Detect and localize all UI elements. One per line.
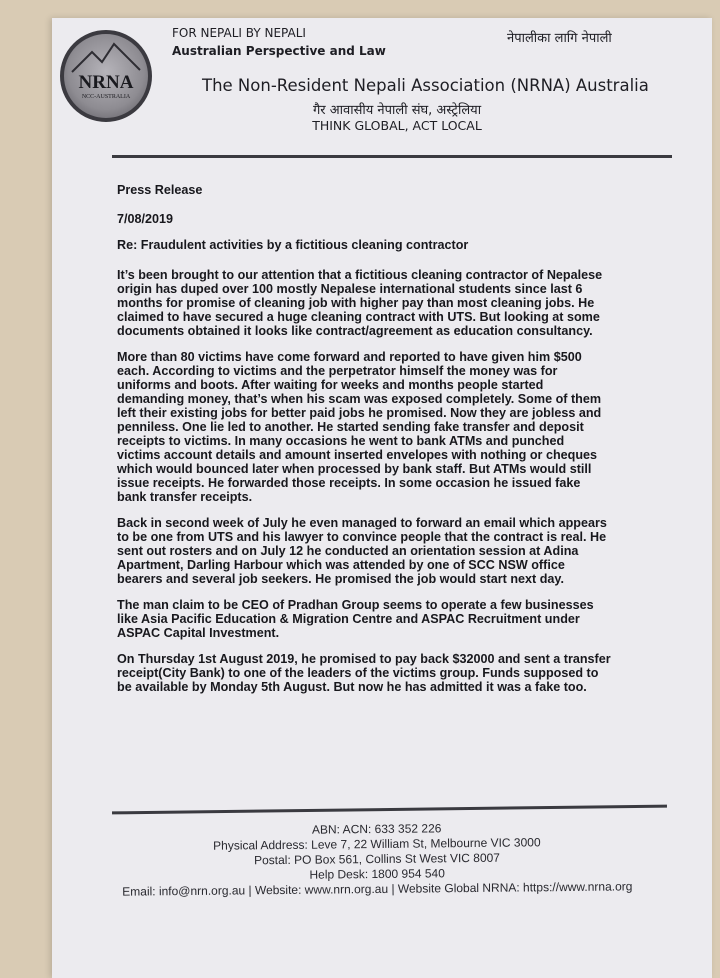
org-name-nepali: गैर आवासीय नेपाली संघ, अस्ट्रेलिया — [312, 103, 482, 118]
release-subject: Re: Fraudulent activities by a fictitious cleaning contractor — [117, 238, 469, 252]
footer-postal: Postal: PO Box 561, Collins St West VIC 8007 — [253, 850, 501, 868]
footer — [112, 819, 643, 900]
mountain-icon — [70, 42, 142, 76]
body-paragraph — [117, 598, 637, 640]
paragraph-line: issue receipts. He forwarded those receipts. In some occasion he issued fake — [117, 476, 581, 490]
footer-help-desk: Help Desk: 1800 954 540 — [309, 866, 445, 882]
body-paragraph — [117, 516, 637, 586]
paragraph-line: which would bounced later when processed by bank staff. But ATMs would still — [117, 462, 592, 476]
paragraph-line: months for promise of cleaning job with higher pay than most cleaning jobs. He — [117, 296, 595, 310]
paragraph-line: ASPAC Capital Investment. — [117, 626, 280, 640]
paragraph-line: victims account details and amount inserted envelopes with nothing or cheques — [117, 448, 598, 462]
footer-contacts: Email: info@nrn.org.au | Website: www.nrn.org.au | Website Global NRNA: https://www.nrna.org — [122, 879, 633, 899]
release-type: Press Release — [117, 183, 203, 197]
tagline-nepali: नेपालीका लागि नेपाली — [507, 31, 612, 46]
paragraph-line: It’s been brought to our attention that a fictitious cleaning contractor of Nepalese — [117, 268, 603, 282]
body-paragraph — [117, 652, 637, 694]
paragraph-line: Apartment, Darling Harbour which was attended by one of SCC NSW office — [117, 558, 565, 572]
paragraph-line: each. According to victims and the perpetrator himself the money was for — [117, 364, 558, 378]
body-paragraph — [117, 268, 637, 338]
paragraph-line: uniforms and boots. After waiting for weeks and months people started — [117, 378, 544, 392]
paragraph-line: On Thursday 1st August 2019, he promised to pay back $32000 and sent a transfer — [117, 652, 611, 666]
logo-subtext: NCC-AUSTRALIA — [81, 94, 131, 100]
header-divider — [112, 155, 672, 158]
tagline-1: FOR NEPALI BY NEPALI — [172, 26, 306, 40]
paragraph-line: More than 80 victims have come forward and reported to have given him $500 — [117, 350, 582, 364]
motto: THINK GLOBAL, ACT LOCAL — [312, 118, 482, 133]
footer-divider — [112, 805, 667, 815]
footer-abn: ABN: ACN: 633 352 226 — [311, 821, 442, 837]
paragraph-line: demanding money, that’s when his scam was exposed completely. Some of them — [117, 392, 602, 406]
paragraph-line: The man claim to be CEO of Pradhan Group seems to operate a few businesses — [117, 598, 594, 612]
logo-text: NRNA — [78, 72, 134, 93]
paragraph-line: penniless. One lie led to another. He started sending fake transfer and deposit — [117, 420, 584, 434]
footer-physical-address: Physical Address: Leve 7, 22 William St, Melbourne VIC 3000 — [213, 835, 541, 853]
paragraph-line: origin has duped over 100 mostly Nepalese international students since last 6 — [117, 282, 583, 296]
release-date: 7/08/2019 — [117, 212, 174, 226]
paragraph-line: to be one from UTS and his lawyer to convince people that the contract is real. He — [117, 530, 607, 544]
paragraph-line: claimed to have secured a huge cleaning contract with UTS. But looking at some — [117, 310, 600, 324]
paragraph-line: like Asia Pacific Education & Migration Centre and ASPAC Recruitment under — [117, 612, 580, 626]
paragraph-line: sent out rosters and on July 12 he conducted an orientation session at Adina — [117, 544, 579, 558]
paragraph-line: bearers and several job seekers. He promised the job would start next day. — [117, 572, 565, 586]
paragraph-line: bank transfer receipts. — [117, 490, 253, 504]
paragraph-line: receipts to victims. In many occasions he went to bank ATMs and punched — [117, 434, 565, 448]
release-body — [117, 268, 637, 706]
paragraph-line: be available by Monday 5th August. But now he has admitted it was a fake too. — [117, 680, 587, 694]
org-name: The Non-Resident Nepali Association (NRNA) Australia — [202, 76, 649, 95]
paragraph-line: left their existing jobs for better paid jobs he promised. Now they are jobless and — [117, 406, 602, 420]
paragraph-line: receipt(City Bank) to one of the leaders of the victims group. Funds supposed to — [117, 666, 599, 680]
paragraph-line: documents obtained it looks like contract/agreement as education consultancy. — [117, 324, 593, 338]
body-paragraph — [117, 350, 637, 504]
press-release-page — [52, 18, 712, 978]
tagline-2: Australian Perspective and Law — [172, 44, 386, 58]
paragraph-line: Back in second week of July he even managed to forward an email which appears — [117, 516, 607, 530]
